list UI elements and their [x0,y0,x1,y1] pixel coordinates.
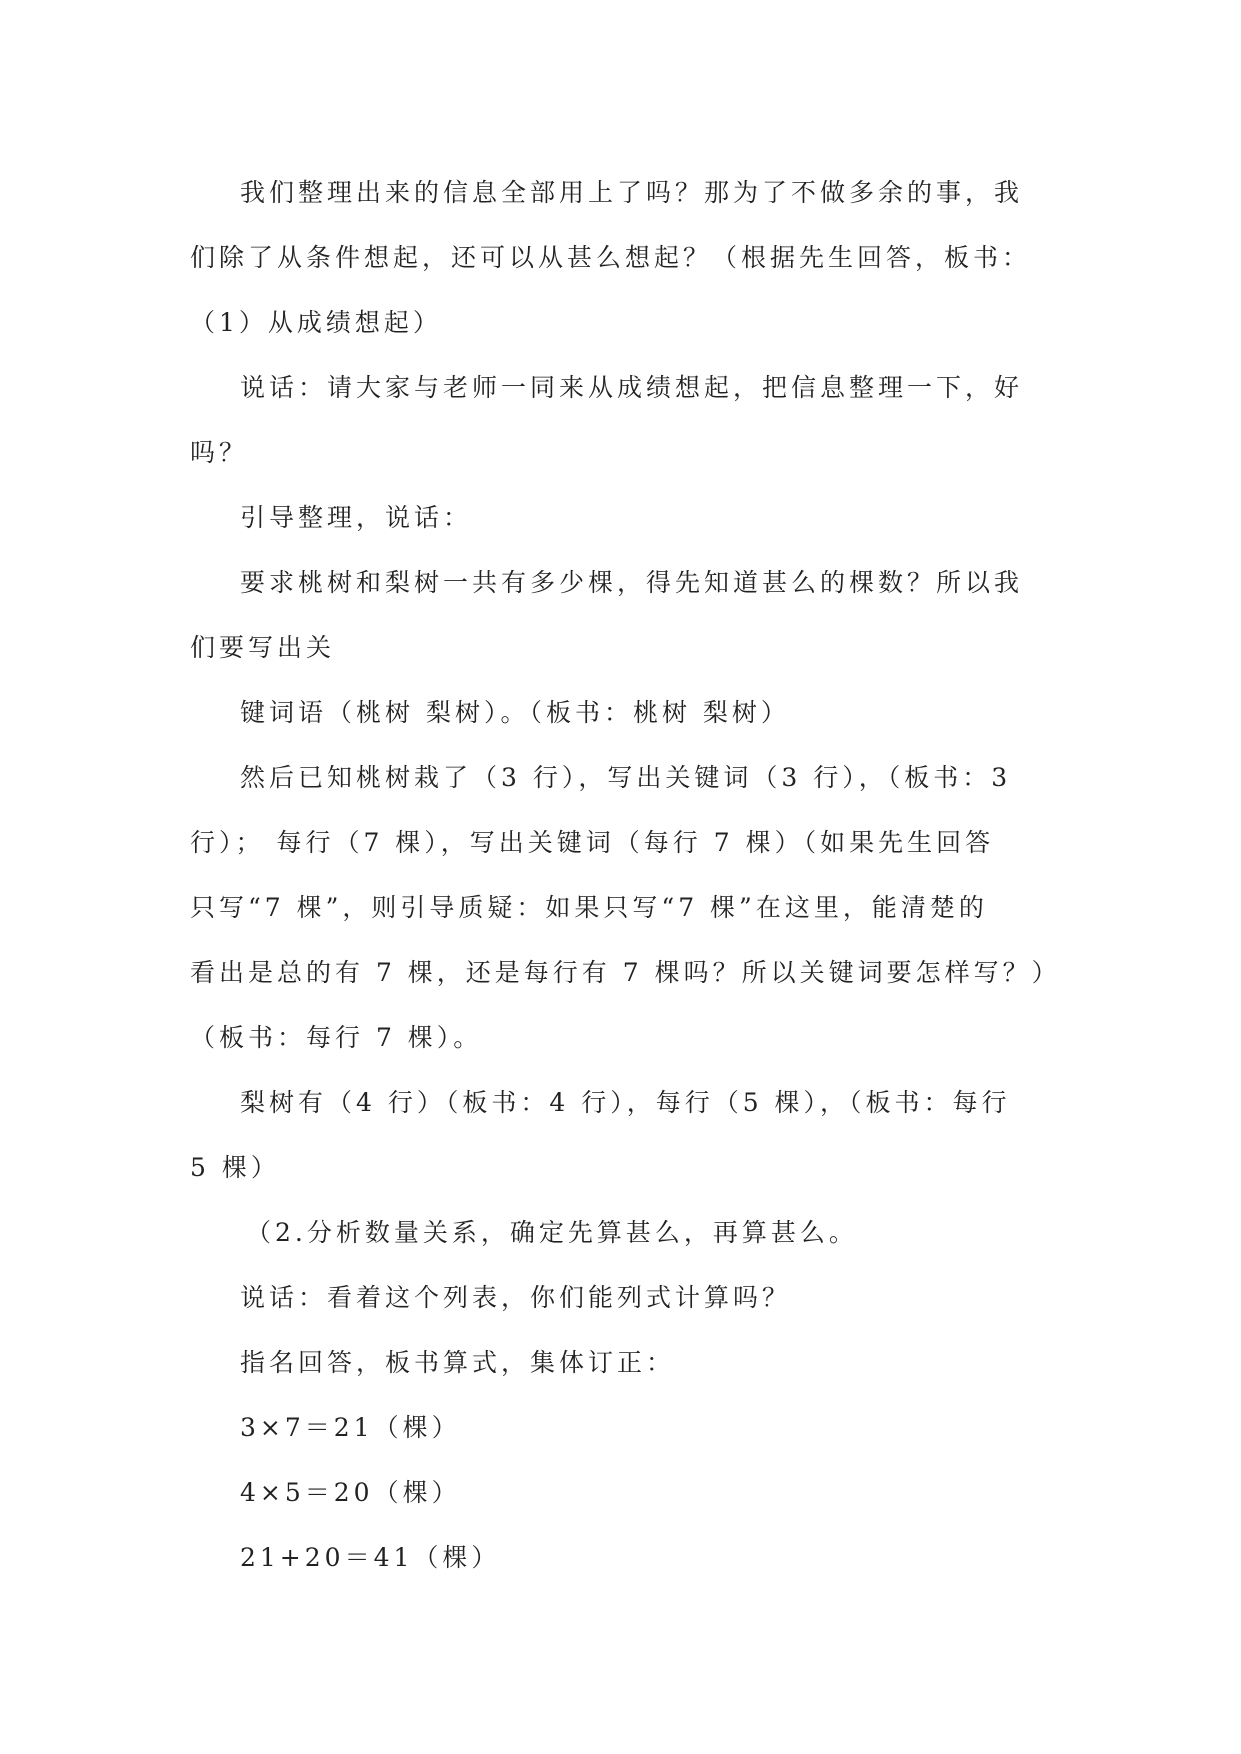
text-line: 要求桃树和梨树一共有多少棵，得先知道甚么的棵数？所以我 [240,568,1024,597]
document-body [190,160,1080,1590]
equation-line: 3×7＝21（棵） [240,1413,461,1442]
text-line: （2.分析数量关系，确定先算甚么，再算甚么。 [246,1218,858,1247]
text-line: 行）； 每行（7 棵），写出关键词（每行 7 棵）（如果先生回答 [190,828,995,857]
text-line: 说话：请大家与老师一同来从成绩想起，把信息整理一下，好 [240,373,1024,402]
text-line: 指名回答，板书算式，集体订正： [240,1348,676,1377]
text-line: 然后已知桃树栽了（3 行），写出关键词（3 行），（板书：3 [240,763,1012,792]
text-line: 吗？ [190,438,249,467]
text-line: （1）从成绩想起） [190,308,442,337]
text-line: 键词语（桃树 梨树）。（板书：桃树 梨树） [240,698,790,727]
text-line: 看出是总的有 7 棵，还是每行有 7 棵吗？所以关键词要怎样写？） [190,958,1061,987]
text-line: 说话：看着这个列表，你们能列式计算吗？ [240,1283,792,1312]
text-line: 我们整理出来的信息全部用上了吗？那为了不做多余的事，我 [240,178,1024,207]
text-line: 梨树有（4 行）（板书：4 行），每行（5 棵），（板书：每行 [240,1088,1011,1117]
text-line: 们要写出关 [190,633,336,662]
text-line: 们除了从条件想起，还可以从甚么想起？（根据先生回答，板书： [190,243,1032,272]
equation-line: 4×5＝20（棵） [240,1478,461,1507]
text-line: 5 棵） [190,1153,280,1182]
equation-line: 21+20＝41（棵） [240,1543,501,1572]
text-line: 只写“7 棵”，则引导质疑：如果只写“7 棵”在这里，能清楚的 [190,893,988,922]
text-line: 引导整理，说话： [240,503,473,532]
text-line: （板书：每行 7 棵）。 [190,1023,483,1052]
